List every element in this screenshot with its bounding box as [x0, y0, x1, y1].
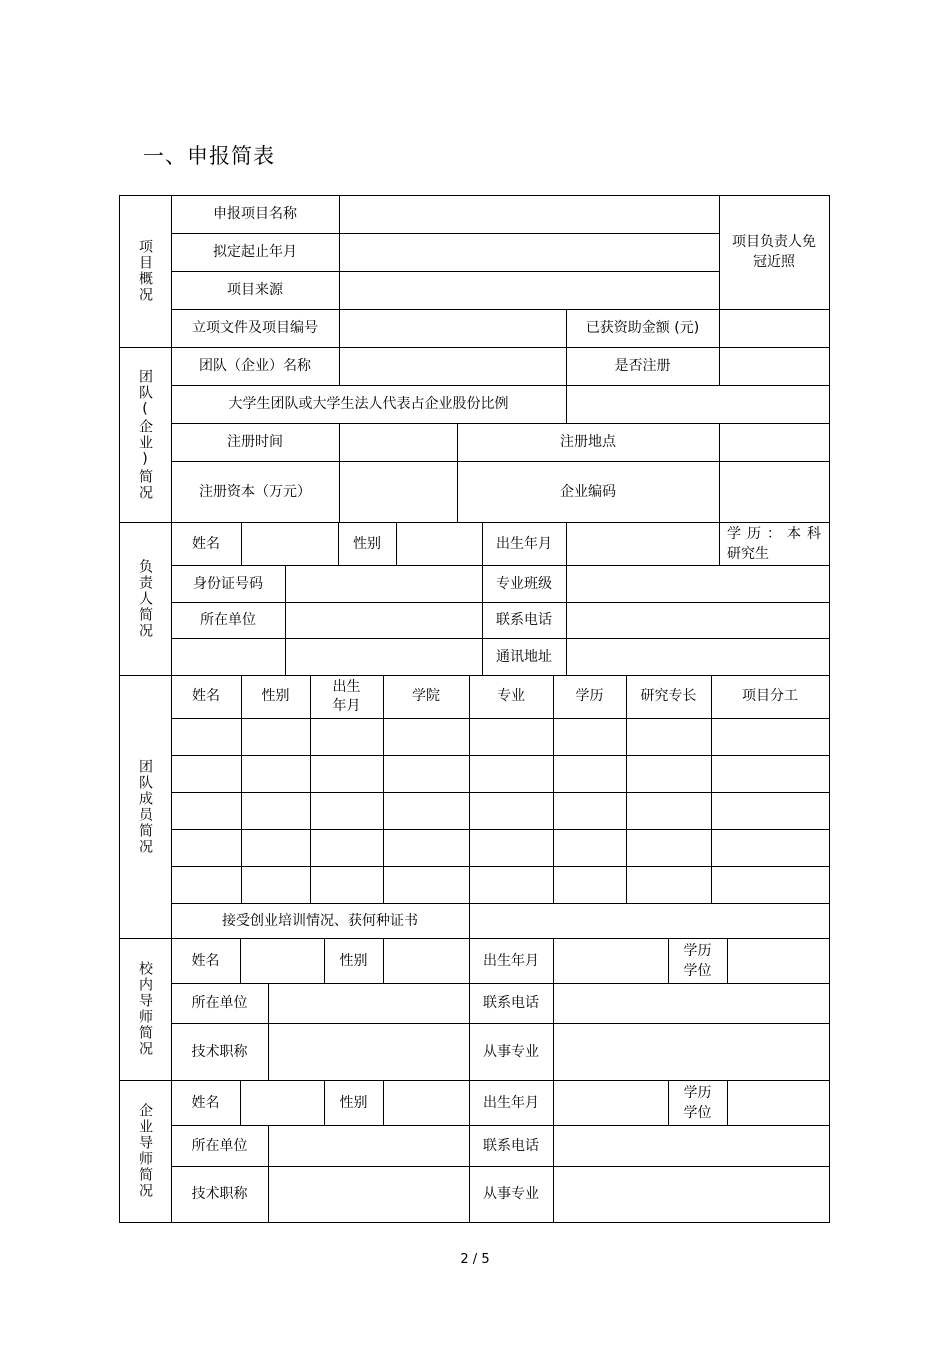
member-cell[interactable] — [241, 829, 310, 866]
funding-field[interactable] — [719, 309, 829, 347]
team-name-field[interactable] — [339, 347, 566, 385]
leader-photo-box[interactable]: 项目负责人免冠近照 — [732, 234, 816, 270]
company-mentor-degree-label: 学历 学位 — [683, 1084, 712, 1121]
funding-label: 已获资助金额 (元) — [585, 320, 700, 336]
project-source-field[interactable] — [339, 271, 719, 309]
leader-address-field[interactable] — [566, 638, 829, 675]
members-header-7: 项目分工 — [742, 688, 798, 704]
company-mentor-name-label: 姓名 — [191, 1094, 220, 1111]
school-mentor-title-field[interactable] — [268, 1023, 469, 1080]
section-team: 团队(企业)简况 — [137, 368, 153, 501]
leader-unit-field[interactable] — [285, 602, 482, 638]
school-mentor-field-label: 从事专业 — [483, 1043, 539, 1060]
leader-phone-field[interactable] — [566, 602, 829, 638]
member-cell[interactable] — [626, 866, 711, 903]
member-cell[interactable] — [711, 792, 829, 829]
member-cell[interactable] — [711, 829, 829, 866]
section-school-mentor: 校内导师简况 — [137, 961, 153, 1057]
company-mentor-birth-field[interactable] — [553, 1080, 668, 1125]
company-mentor-birth-label: 出生年月 — [483, 1094, 539, 1111]
company-mentor-title-field[interactable] — [268, 1166, 469, 1222]
members-header-0: 姓名 — [192, 688, 220, 704]
member-cell[interactable] — [553, 866, 626, 903]
company-mentor-unit-field[interactable] — [268, 1125, 469, 1166]
member-cell[interactable] — [171, 792, 241, 829]
member-cell[interactable] — [171, 866, 241, 903]
capital-field[interactable] — [339, 461, 457, 522]
school-mentor-birth-field[interactable] — [553, 938, 668, 983]
leader-gender-label: 性别 — [353, 535, 381, 552]
member-cell[interactable] — [711, 718, 829, 755]
reg-place-field[interactable] — [719, 423, 829, 461]
member-cell[interactable] — [711, 755, 829, 792]
school-mentor-name-label: 姓名 — [191, 952, 220, 969]
project-dates-label: 拟定起止年月 — [213, 244, 297, 260]
members-header-2: 出生 年月 — [332, 678, 361, 714]
member-cell[interactable] — [241, 792, 310, 829]
leader-birth-field[interactable] — [566, 522, 719, 565]
leader-id-field[interactable] — [285, 565, 482, 602]
company-mentor-name-field[interactable] — [240, 1080, 324, 1125]
company-code-label: 企业编码 — [560, 483, 616, 500]
school-mentor-unit-label: 所在单位 — [191, 995, 248, 1011]
company-mentor-field-field[interactable] — [553, 1166, 829, 1222]
member-cell[interactable] — [626, 829, 711, 866]
school-mentor-name-field[interactable] — [240, 938, 324, 983]
member-cell[interactable] — [469, 792, 553, 829]
capital-label: 注册资本（万元） — [199, 483, 311, 500]
member-cell[interactable] — [626, 755, 711, 792]
reg-place-label: 注册地点 — [560, 434, 616, 450]
leader-education-options[interactable]: 学 历 ： 本 科 研究生 — [727, 525, 821, 562]
member-cell[interactable] — [469, 866, 553, 903]
leader-major-label: 专业班级 — [496, 575, 552, 592]
project-doc-field[interactable] — [339, 309, 566, 347]
leader-gender-field[interactable] — [396, 522, 482, 565]
section-leader: 负责人简况 — [137, 558, 153, 639]
project-doc-label: 立项文件及项目编号 — [192, 320, 318, 336]
school-mentor-unit-field[interactable] — [268, 983, 469, 1023]
member-cell[interactable] — [310, 829, 383, 866]
member-cell[interactable] — [469, 718, 553, 755]
leader-name-field[interactable] — [241, 522, 338, 565]
member-cell[interactable] — [310, 866, 383, 903]
team-name-label: 团队（企业）名称 — [199, 358, 311, 374]
share-field[interactable] — [566, 385, 829, 423]
member-cell[interactable] — [241, 718, 310, 755]
company-mentor-phone-label: 联系电话 — [483, 1137, 539, 1154]
company-mentor-unit-label: 所在单位 — [191, 1137, 248, 1154]
company-mentor-field-label: 从事专业 — [483, 1186, 539, 1202]
member-cell[interactable] — [553, 755, 626, 792]
project-dates-field[interactable] — [339, 233, 719, 271]
member-cell[interactable] — [171, 718, 241, 755]
member-cell[interactable] — [310, 792, 383, 829]
member-cell[interactable] — [171, 829, 241, 866]
company-mentor-phone-field[interactable] — [553, 1125, 829, 1166]
member-cell[interactable] — [383, 866, 469, 903]
school-mentor-degree-label: 学历 学位 — [683, 942, 712, 979]
section-project: 项目概况 — [137, 239, 153, 303]
rule-v — [829, 195, 830, 1223]
member-cell[interactable] — [383, 755, 469, 792]
school-mentor-gender-field[interactable] — [383, 938, 469, 983]
leader-id-label: 身份证号码 — [193, 575, 263, 592]
training-label: 接受创业培训情况、获何种证书 — [222, 912, 418, 929]
reg-time-field[interactable] — [339, 423, 457, 461]
leader-address-label: 通讯地址 — [496, 648, 552, 665]
school-mentor-phone-label: 联系电话 — [483, 995, 539, 1011]
page-number: 2 / 5 — [460, 1252, 490, 1267]
project-name-field[interactable] — [339, 195, 719, 233]
member-cell[interactable] — [469, 755, 553, 792]
school-mentor-gender-label: 性别 — [339, 952, 368, 969]
member-cell[interactable] — [383, 718, 469, 755]
leader-birth-label: 出生年月 — [496, 535, 552, 552]
member-cell[interactable] — [553, 829, 626, 866]
leader-unit-label: 所在单位 — [200, 612, 256, 628]
rule-h — [119, 1222, 830, 1223]
leader-name-label: 姓名 — [192, 535, 220, 552]
school-mentor-birth-label: 出生年月 — [483, 952, 539, 969]
leader-phone-label: 联系电话 — [496, 612, 552, 628]
section-members: 团队成员简况 — [137, 758, 153, 855]
member-cell[interactable] — [171, 755, 241, 792]
members-header-4: 专业 — [497, 688, 525, 704]
member-cell[interactable] — [626, 792, 711, 829]
registered-label: 是否注册 — [614, 358, 671, 374]
member-cell[interactable] — [553, 792, 626, 829]
project-source-label: 项目来源 — [227, 282, 283, 298]
members-header-3: 学院 — [412, 688, 440, 704]
company-mentor-degree-field[interactable] — [727, 1080, 829, 1125]
member-cell[interactable] — [241, 755, 310, 792]
member-cell[interactable] — [711, 866, 829, 903]
member-cell[interactable] — [626, 718, 711, 755]
members-header-6: 研究专长 — [640, 688, 697, 704]
member-cell[interactable] — [310, 755, 383, 792]
project-name-label: 申报项目名称 — [213, 206, 297, 222]
members-header-1: 性别 — [261, 688, 290, 704]
registered-field[interactable] — [719, 347, 829, 385]
company-mentor-gender-label: 性别 — [339, 1094, 368, 1111]
reg-time-label: 注册时间 — [227, 434, 283, 450]
member-cell[interactable] — [469, 829, 553, 866]
school-mentor-degree-field[interactable] — [727, 938, 829, 983]
share-label: 大学生团队或大学生法人代表占企业股份比例 — [228, 396, 509, 412]
member-cell[interactable] — [383, 829, 469, 866]
school-mentor-phone-field[interactable] — [553, 983, 829, 1023]
section-company-mentor: 企业导师简况 — [137, 1103, 153, 1199]
company-code-field[interactable] — [719, 461, 829, 522]
company-mentor-title-label: 技术职称 — [191, 1186, 248, 1202]
members-header-5: 学历 — [575, 688, 604, 704]
page-title: 一、申报简表 — [143, 144, 275, 168]
member-cell[interactable] — [241, 866, 310, 903]
school-mentor-title-label: 技术职称 — [191, 1043, 248, 1060]
member-cell[interactable] — [310, 718, 383, 755]
company-mentor-gender-field[interactable] — [383, 1080, 469, 1125]
member-cell[interactable] — [553, 718, 626, 755]
training-field[interactable] — [469, 903, 829, 938]
school-mentor-field-field[interactable] — [553, 1023, 829, 1080]
member-cell[interactable] — [383, 792, 469, 829]
leader-major-field[interactable] — [566, 565, 829, 602]
